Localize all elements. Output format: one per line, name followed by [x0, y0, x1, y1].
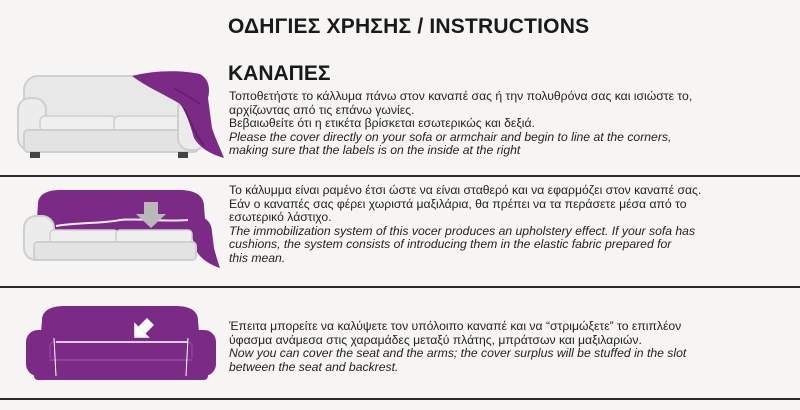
divider	[0, 286, 800, 288]
divider	[0, 175, 800, 177]
step-3-line: Έπειτα μπορείτε να καλύψετε τον υπόλοιπο καναπέ και να “στριμώξετε” το επιπλέον	[229, 319, 682, 333]
page-title: ΟΔΗΓΙΕΣ ΧΡΗΣΗΣ / INSTRUCTIONS	[228, 15, 590, 38]
sofa-step-3-illustration	[20, 300, 225, 390]
sofa-step-1-illustration	[14, 68, 229, 164]
step-3-italic-line: between the seat and backrest.	[229, 359, 399, 374]
divider	[0, 398, 800, 400]
step-2-italic-line: The immobilization system of this vocer produces an upholstery effect. If your sofa has	[229, 223, 696, 238]
step-3-italic-line: Now you can cover the seat and the arms; the cover surplus will be stuffed in the slot	[229, 346, 687, 361]
step-1-line: αρχίζωντας από τις επάνω γωνίες.	[229, 102, 415, 117]
step-1-line: Βεβαιωθείτε ότι η ετικέτα βρίσκεται εσωτερικώς και δεξιά.	[229, 116, 535, 131]
step-1-line: Τοποθετήστε το κάλλυμα πάνω στον καναπέ σας ή την πολυθρόνα σας και ισιώστε το,	[229, 89, 693, 103]
sofa-step-2-illustration	[20, 186, 225, 272]
step-1-text	[229, 90, 692, 158]
step-2-text	[229, 184, 701, 266]
step-2-line: Το κάλυμμα είναι ραμένο έτσι ώστε να είναι σταθερό και να εφαρμόζει στον καναπέ σας.	[229, 183, 702, 197]
step-2-line: Εάν ο καναπές σας φέρει χωριστά μαξιλάρια, θα πρέπει να τα περάσετε μέσα από το	[229, 196, 687, 211]
step-3-line: ύφασμα ανάμεσα στις χαραμάδες μεταξύ πλάτης, μπράτσων και μαξιλαριών.	[229, 332, 642, 347]
step-3-text	[229, 320, 686, 374]
step-1-italic-line: making sure that the labels is on the inside at the right	[229, 143, 521, 158]
step-2-italic-line: cushions, the system consists of introducing them in the elastic fabric prepared for	[229, 237, 672, 252]
step-2-line: εσωτερικό λάστιχο.	[229, 210, 332, 225]
step-2-italic-line: this mean.	[229, 250, 286, 265]
step-1-italic-line: Please the cover directly on your sofa or armchair and begin to line at the corners,	[229, 129, 672, 144]
section-title: ΚΑΝΑΠΕΣ	[228, 62, 331, 85]
